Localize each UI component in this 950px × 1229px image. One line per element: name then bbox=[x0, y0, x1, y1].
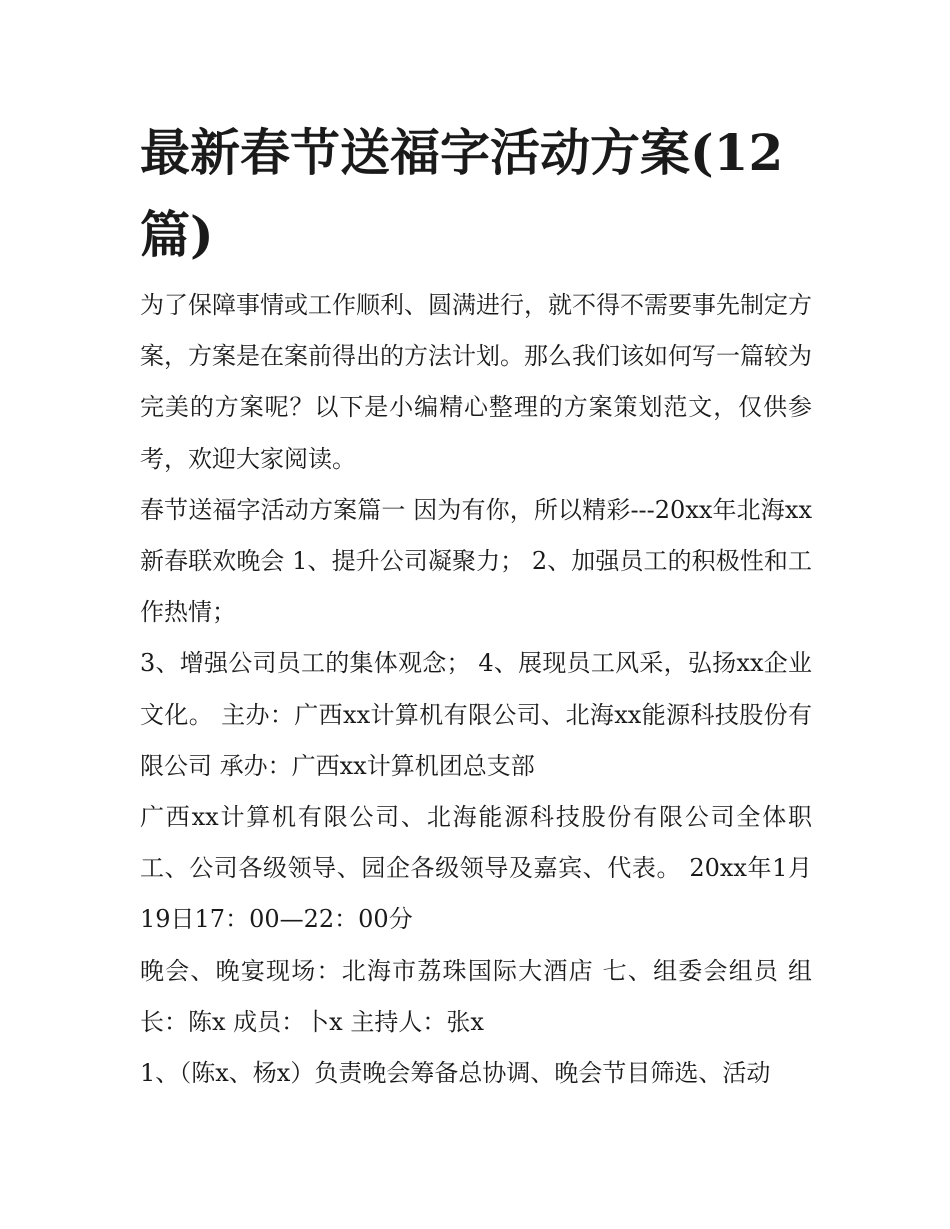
paragraph-intro: 为了保障事情或工作顺利、圆满进行，就不得不需要事先制定方案，方案是在案前得出的方法计划。那么我们该如何写一篇较为完美的方案呢？以下是小编精心整理的方案策划范文，仅供参考，欢迎大家阅读。 bbox=[140, 291, 812, 473]
document-title: 最新春节送福字活动方案(12篇) bbox=[140, 123, 784, 264]
paragraph-venue-committee: 晚会、晚宴现场：北海市荔珠国际大酒店 七、组委会组员 组长：陈x 成员：卜x 主持人：张x bbox=[140, 956, 812, 1036]
document-body bbox=[140, 280, 812, 1099]
paragraph-duties: 1、（陈x、杨x）负责晚会筹备总协调、晚会节目筛选、活动 bbox=[140, 1059, 771, 1088]
paragraph-participants-time: 广西xx计算机有限公司、北海能源科技股份有限公司全体职工、公司各级领导、园企各级领导及嘉宾、代表。 20xx年1月19日17：00—22：00分 bbox=[140, 803, 812, 934]
paragraph-goals-organizers: 3、增强公司员工的集体观念； 4、展现员工风采，弘扬xx企业文化。 主办：广西xx计算机有限公司、北海xx能源科技股份有限公司 承办：广西xx计算机团总支部 bbox=[140, 649, 812, 780]
paragraph-plan-one: 春节送福字活动方案篇一 因为有你，所以精彩---20xx年北海xx新春联欢晚会 1、提升公司凝聚力； 2、加强员工的积极性和工作热情； bbox=[140, 495, 812, 627]
